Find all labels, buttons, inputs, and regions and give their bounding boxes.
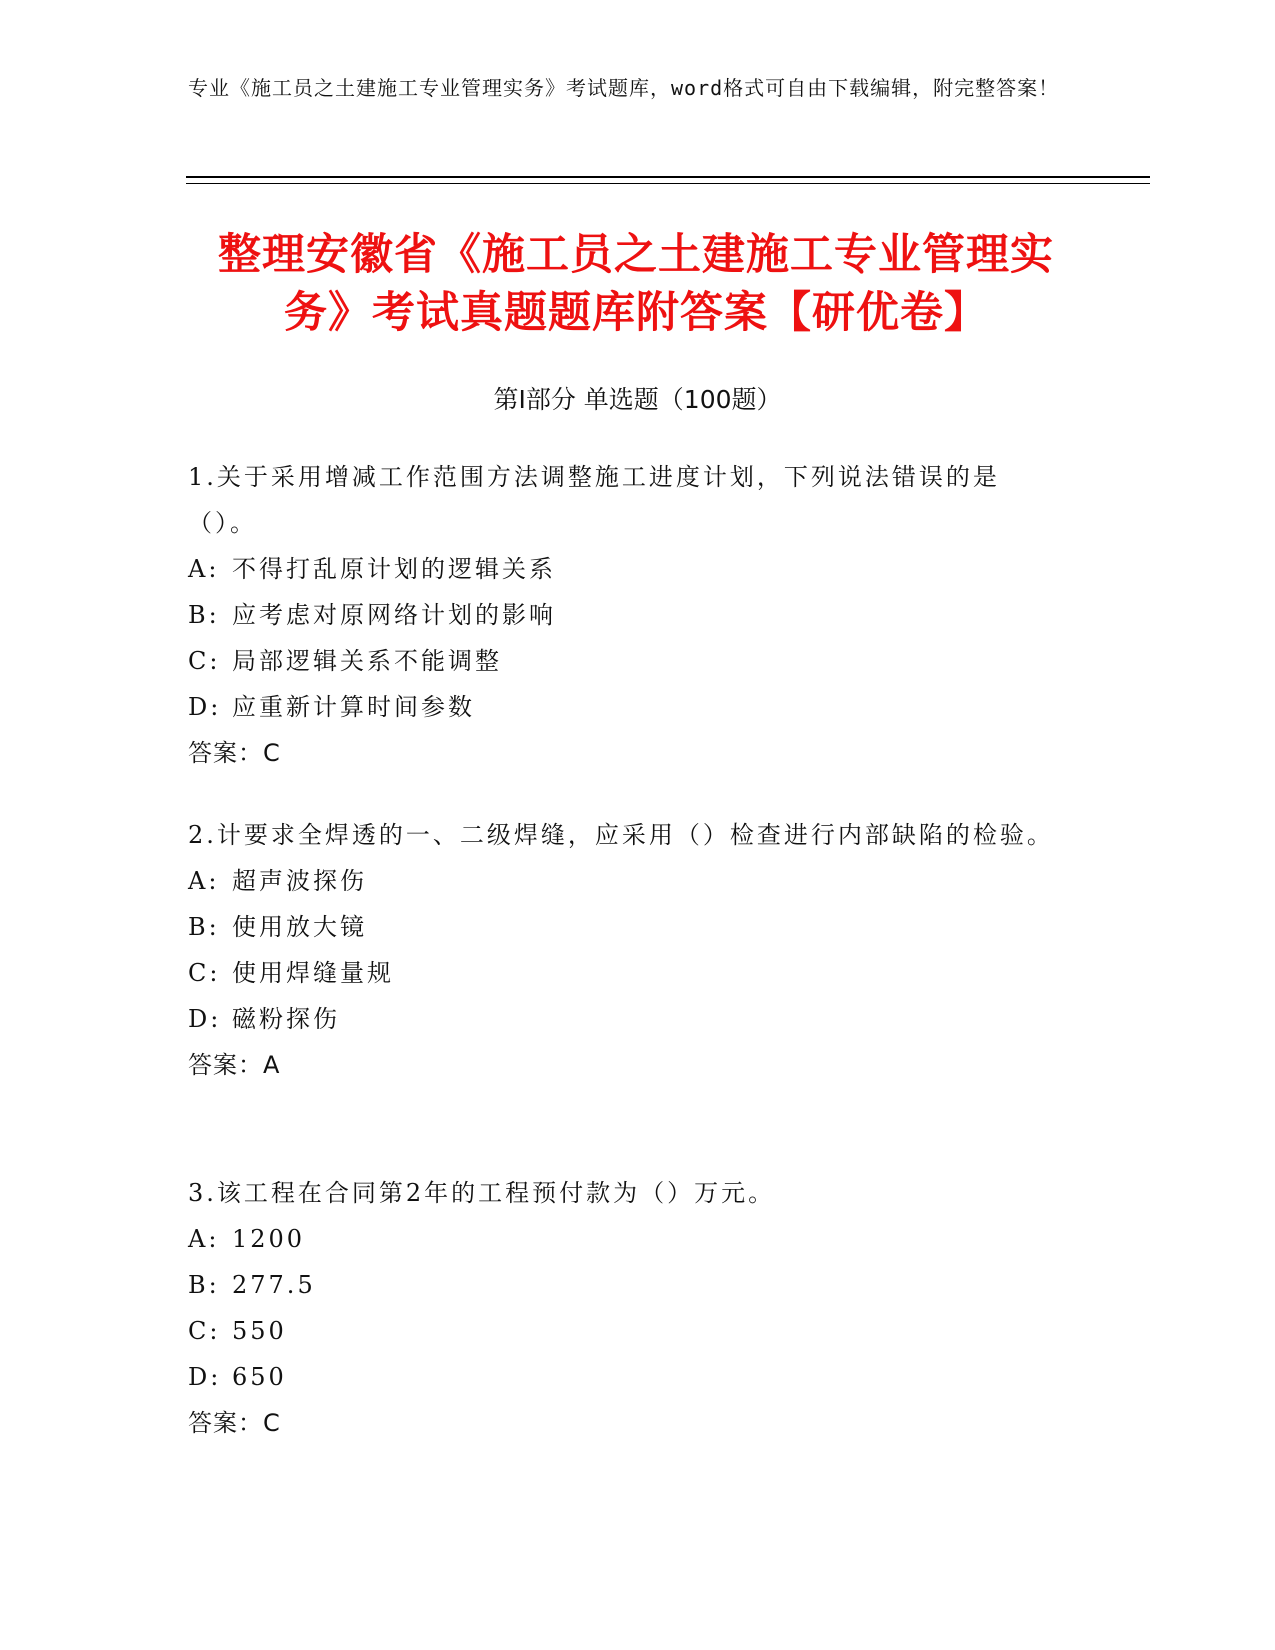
option-a bbox=[188, 546, 1068, 592]
option-text: 应重新计算时间参数 bbox=[232, 693, 475, 721]
document-title-line-1: 整理安徽省《施工员之土建施工专业管理实 bbox=[218, 230, 1054, 280]
option-a bbox=[188, 1216, 1068, 1262]
option-text: 1200 bbox=[232, 1225, 306, 1253]
option-text: 使用放大镜 bbox=[232, 913, 367, 941]
question-stem: 2.计要求全焊透的一、二级焊缝，应采用（）检查进行内部缺陷的检验。 bbox=[188, 821, 1054, 849]
option-text: 应考虑对原网络计划的影响 bbox=[232, 601, 556, 629]
question-stem: 1.关于采用增减工作范围方法调整施工进度计划，下列说法错误的是（）。 bbox=[188, 463, 1000, 537]
option-text: 550 bbox=[232, 1317, 287, 1345]
option-key: C: bbox=[188, 647, 221, 675]
option-b bbox=[188, 1262, 1068, 1308]
option-d bbox=[188, 996, 1068, 1042]
option-text: 超声波探伤 bbox=[232, 867, 367, 895]
question-2 bbox=[188, 812, 1068, 1088]
question-stem: 3.该工程在合同第2年的工程预付款为（）万元。 bbox=[188, 1179, 776, 1207]
option-key: B: bbox=[188, 913, 220, 941]
option-key: A: bbox=[188, 1225, 220, 1253]
question-1 bbox=[188, 454, 1068, 776]
option-key: C: bbox=[188, 1317, 221, 1345]
option-key: B: bbox=[188, 601, 220, 629]
option-b bbox=[188, 592, 1068, 638]
option-d bbox=[188, 1354, 1068, 1400]
section-heading: 第Ⅰ部分 单选题（100题） bbox=[493, 385, 782, 414]
option-key: D: bbox=[188, 1363, 222, 1391]
option-c bbox=[188, 638, 1068, 684]
document-title bbox=[186, 226, 1086, 342]
option-d bbox=[188, 684, 1068, 730]
document-title-line-2: 务》考试真题题库附答案【研优卷】 bbox=[284, 288, 988, 338]
option-text: 277.5 bbox=[232, 1271, 316, 1299]
option-text: 650 bbox=[232, 1363, 287, 1391]
option-c bbox=[188, 1308, 1068, 1354]
option-text: 不得打乱原计划的逻辑关系 bbox=[232, 555, 556, 583]
option-b bbox=[188, 904, 1068, 950]
answer-text: 答案：A bbox=[188, 1051, 281, 1079]
answer-text: 答案：C bbox=[188, 1409, 281, 1437]
option-key: B: bbox=[188, 1271, 220, 1299]
header-divider-thick bbox=[186, 176, 1150, 178]
option-text: 磁粉探伤 bbox=[232, 1005, 340, 1033]
answer-text: 答案：C bbox=[188, 739, 281, 767]
option-text: 局部逻辑关系不能调整 bbox=[232, 647, 502, 675]
option-key: A: bbox=[188, 867, 220, 895]
option-key: A: bbox=[188, 555, 220, 583]
option-text: 使用焊缝量规 bbox=[232, 959, 394, 987]
option-a bbox=[188, 858, 1068, 904]
option-c bbox=[188, 950, 1068, 996]
option-key: C: bbox=[188, 959, 221, 987]
intro-text: 专业《施工员之土建施工专业管理实务》考试题库，word格式可自由下载编辑，附完整答案！ bbox=[188, 76, 1060, 100]
option-key: D: bbox=[188, 1005, 222, 1033]
option-key: D: bbox=[188, 693, 222, 721]
header-divider-thin bbox=[186, 183, 1150, 184]
question-3 bbox=[188, 1170, 1068, 1446]
